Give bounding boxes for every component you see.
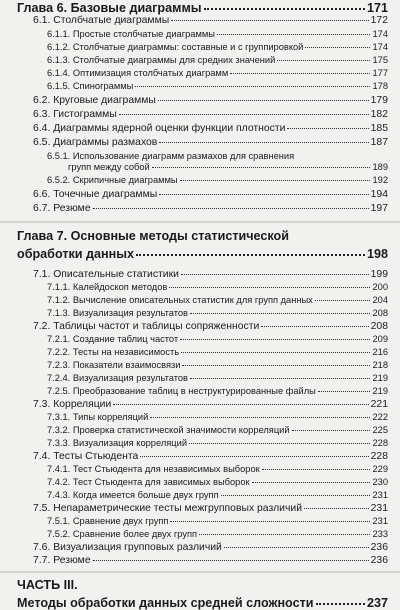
dot-leader [315,300,371,301]
toc-entry-text: 7.2.5. Преобразование таблиц в неструктурированные файлы [47,386,316,396]
toc-subsection-entry[interactable] [47,347,388,357]
toc-page-number: 231 [372,490,388,500]
toc-subsection-entry[interactable] [47,175,388,185]
toc-section-entry[interactable] [33,15,388,26]
toc-entry-text: 7.3.3. Визуализация корреляций [47,438,188,448]
toc-subsection-entry[interactable] [47,412,388,422]
dot-leader [199,534,370,535]
toc-subsection-entry[interactable] [47,295,388,305]
toc-entry-text: 6.2. Круговые диаграммы [33,95,156,106]
toc-entry-text: 7.3. Корреляции [33,399,112,410]
toc-entry-text: Методы обработки данных средней сложности [17,596,314,610]
toc-subsection-entry[interactable] [47,282,388,292]
dot-leader [170,521,370,522]
dot-leader [93,208,369,209]
toc-page-number: 236 [370,555,388,566]
toc-section-entry[interactable] [33,189,388,200]
toc-section-entry[interactable] [33,399,388,410]
toc-page-number: 171 [366,1,388,15]
toc-chapter-entry[interactable] [17,596,388,610]
toc-subsection-entry[interactable] [47,477,388,487]
dot-leader [277,60,370,61]
toc-page-number: 222 [372,412,388,422]
toc-subsection-entry[interactable] [47,425,388,435]
dot-leader [230,73,370,74]
dot-leader [221,495,371,496]
toc-entry-text: 7.1.1. Калейдоскоп методов [47,282,168,292]
toc-entry-text: 6.5. Диаграммы размахов [33,137,158,148]
toc-section-entry[interactable] [33,203,388,214]
toc-page-number: 219 [372,373,388,383]
toc-subsection-entry[interactable] [47,490,388,500]
toc-page-number: 200 [372,282,388,292]
dot-leader [224,547,369,548]
toc-page-number: 174 [372,29,388,39]
toc-entry-text: 7.5. Непараметрические тесты межгрупповых различий [33,503,302,514]
dot-leader [305,47,370,48]
toc-page-number: 177 [372,68,388,78]
toc-page-number: 197 [370,203,388,214]
toc-entry-text: 7.1.3. Визуализация результатов [47,308,188,318]
toc-page-number: 221 [370,399,388,410]
toc-subsection-entry[interactable] [47,308,388,318]
toc-entry-text: 7.3.1. Типы корреляций [47,412,149,422]
toc-subsection-entry[interactable] [47,386,388,396]
toc-entry-text: 7.5.2. Сравнение более двух групп [47,529,198,539]
toc-section-entry[interactable] [33,542,388,553]
toc-page-number: 236 [370,542,388,553]
toc-entry-text: 7.1. Описательные статистики [33,269,179,280]
toc-page-number: 174 [372,42,388,52]
toc-page-number: 209 [372,334,388,344]
toc-subsection-entry[interactable] [47,464,388,474]
dot-leader [182,365,370,366]
toc-entry-text: 6.5.2. Скрипичные диаграммы [47,175,178,185]
toc-entry-text: 6.1.2. Столбчатые диаграммы: составные и с группировкой [47,42,304,52]
dot-leader [181,274,369,275]
toc-page-number: 237 [366,596,388,610]
toc-subsection-entry[interactable] [47,81,388,91]
dot-leader [287,128,368,129]
toc-page-number: 194 [370,189,388,200]
dot-leader [189,443,370,444]
toc-subsection-entry[interactable] [47,438,388,448]
toc-section-entry[interactable] [33,269,388,280]
toc-section-entry[interactable] [33,555,388,566]
toc-chapter-entry[interactable] [17,1,388,15]
toc-section-entry[interactable] [33,109,388,120]
toc-page-number: 175 [372,55,388,65]
dot-leader [318,391,371,392]
toc-subsection-entry[interactable] [47,529,388,539]
toc-entry-text: 7.5.1. Сравнение двух групп [47,516,169,526]
toc-section-entry[interactable] [33,321,388,332]
toc-section-entry[interactable] [33,123,388,134]
toc-page-number: 230 [372,477,388,487]
chapter-title-line: Глава 7. Основные методы статистической [17,229,289,243]
toc-section-entry[interactable] [33,503,388,514]
toc-entry-text: 6.1.4. Оптимизация столбчатых диаграмм [47,68,229,78]
toc-page-number: 204 [372,295,388,305]
toc-entry-text: 7.7. Резюме [33,555,91,566]
dot-leader [152,167,371,168]
toc-page-number: 185 [370,123,388,134]
dot-leader [119,114,369,115]
toc-subsection-entry[interactable] [47,373,388,383]
dot-leader [262,469,371,470]
toc-section-entry[interactable] [33,137,388,148]
toc-entry-text: 7.4.3. Когда имеется больше двух групп [47,490,219,500]
toc-subsection-entry[interactable] [47,29,388,39]
toc-page-number: 225 [372,425,388,435]
toc-page-number: 182 [370,109,388,120]
toc-entry-text: групп между собой [68,162,150,172]
toc-page-number: 228 [370,451,388,462]
dot-leader [316,603,365,605]
toc-subsection-entry[interactable] [47,42,388,52]
toc-page-number: 189 [372,162,388,172]
toc-subsection-entry[interactable] [47,360,388,370]
toc-entry-text: 7.1.2. Вычисление описательных статистик для групп данных [47,295,313,305]
part-heading: ЧАСТЬ III. [17,578,78,592]
section-divider [0,571,400,573]
toc-page-number: 187 [370,137,388,148]
dot-leader [292,430,371,431]
dot-leader [190,313,371,314]
toc-entry-text: 6.1.5. Спинограммы [47,81,134,91]
toc-entry-text: Глава 6. Базовые диаграммы [17,1,202,15]
dot-leader [93,560,369,561]
dot-leader [169,287,370,288]
dot-leader [140,456,368,457]
toc-page-number: 208 [370,321,388,332]
toc-page-number: 192 [372,175,388,185]
toc-subsection-entry[interactable] [47,55,388,65]
dot-leader [159,194,368,195]
toc-entry-text: 6.1.1. Простые столбчатые диаграммы [47,29,215,39]
toc-page-number: 233 [372,529,388,539]
dot-leader [217,34,371,35]
toc-page-number: 228 [372,438,388,448]
toc-entry-text: 7.2.3. Показатели взаимосвязи [47,360,181,370]
toc-entry-text: обработки данных [17,247,135,261]
toc-entry-text: 7.3.2. Проверка статистической значимости корреляций [47,425,290,435]
dot-leader [252,482,371,483]
toc-entry-text: 7.6. Визуализация групповых различий [33,542,222,553]
toc-chapter-entry[interactable] [17,247,388,261]
toc-entry-text: 6.4. Диаграммы ядерной оценки функции плотности [33,123,286,134]
toc-entry-text: 6.7. Резюме [33,203,91,214]
dot-leader [136,254,365,256]
dot-leader [180,180,371,181]
toc-subsection-entry[interactable] [47,516,388,526]
dot-leader [204,8,365,10]
toc-entry-text: 7.2.2. Тесты на независимость [47,347,180,357]
toc-entry-continuation[interactable] [68,162,388,172]
toc-section-entry[interactable] [33,95,388,106]
toc-entry-text: 7.4.2. Тест Стьюдента для зависимых выборок [47,477,250,487]
toc-page-number: 178 [372,81,388,91]
toc-entry-text: 6.1.3. Столбчатые диаграммы для средних значений [47,55,276,65]
toc-entry-text: 6.3. Гистограммы [33,109,117,120]
dot-leader [158,100,369,101]
toc-entry-text: 7.2.4. Визуализация результатов [47,373,188,383]
dot-leader [171,20,368,21]
toc-page-number: 179 [370,95,388,106]
toc-page-number: 231 [372,516,388,526]
toc-page-number: 198 [366,247,388,261]
toc-entry-text: 6.6. Точечные диаграммы [33,189,158,200]
toc-page-number: 219 [372,386,388,396]
toc-entry-text: 7.2. Таблицы частот и таблицы сопряженности [33,321,260,332]
toc-entry-text: 7.4.1. Тест Стьюдента для независимых выборок [47,464,260,474]
toc-page-number: 216 [372,347,388,357]
toc-subsection-entry[interactable] [47,151,388,161]
dot-leader [150,417,370,418]
toc-subsection-entry[interactable] [47,68,388,78]
toc-page-number: 218 [372,360,388,370]
toc-page-number: 199 [370,269,388,280]
toc-subsection-entry[interactable] [47,334,388,344]
dot-leader [190,378,371,379]
toc-section-entry[interactable] [33,451,388,462]
toc-entry-text: 7.2.1. Создание таблиц частот [47,334,179,344]
toc-page-number: 229 [372,464,388,474]
dot-leader [304,508,369,509]
dot-leader [261,326,368,327]
toc-entry-text: 6.1. Столбчатые диаграммы [33,15,170,26]
toc-entry-text: 7.4. Тесты Стьюдента [33,451,139,462]
toc-entry-text: 6.5.1. Использование диаграмм размахов для сравнения [47,151,295,161]
dot-leader [135,86,370,87]
toc-page-number: 208 [372,308,388,318]
toc-page-number: 231 [370,503,388,514]
toc-page-number: 172 [370,15,388,26]
dot-leader [180,339,370,340]
dot-leader [113,404,368,405]
dot-leader [159,142,368,143]
dot-leader [181,352,370,353]
section-divider [0,221,400,223]
